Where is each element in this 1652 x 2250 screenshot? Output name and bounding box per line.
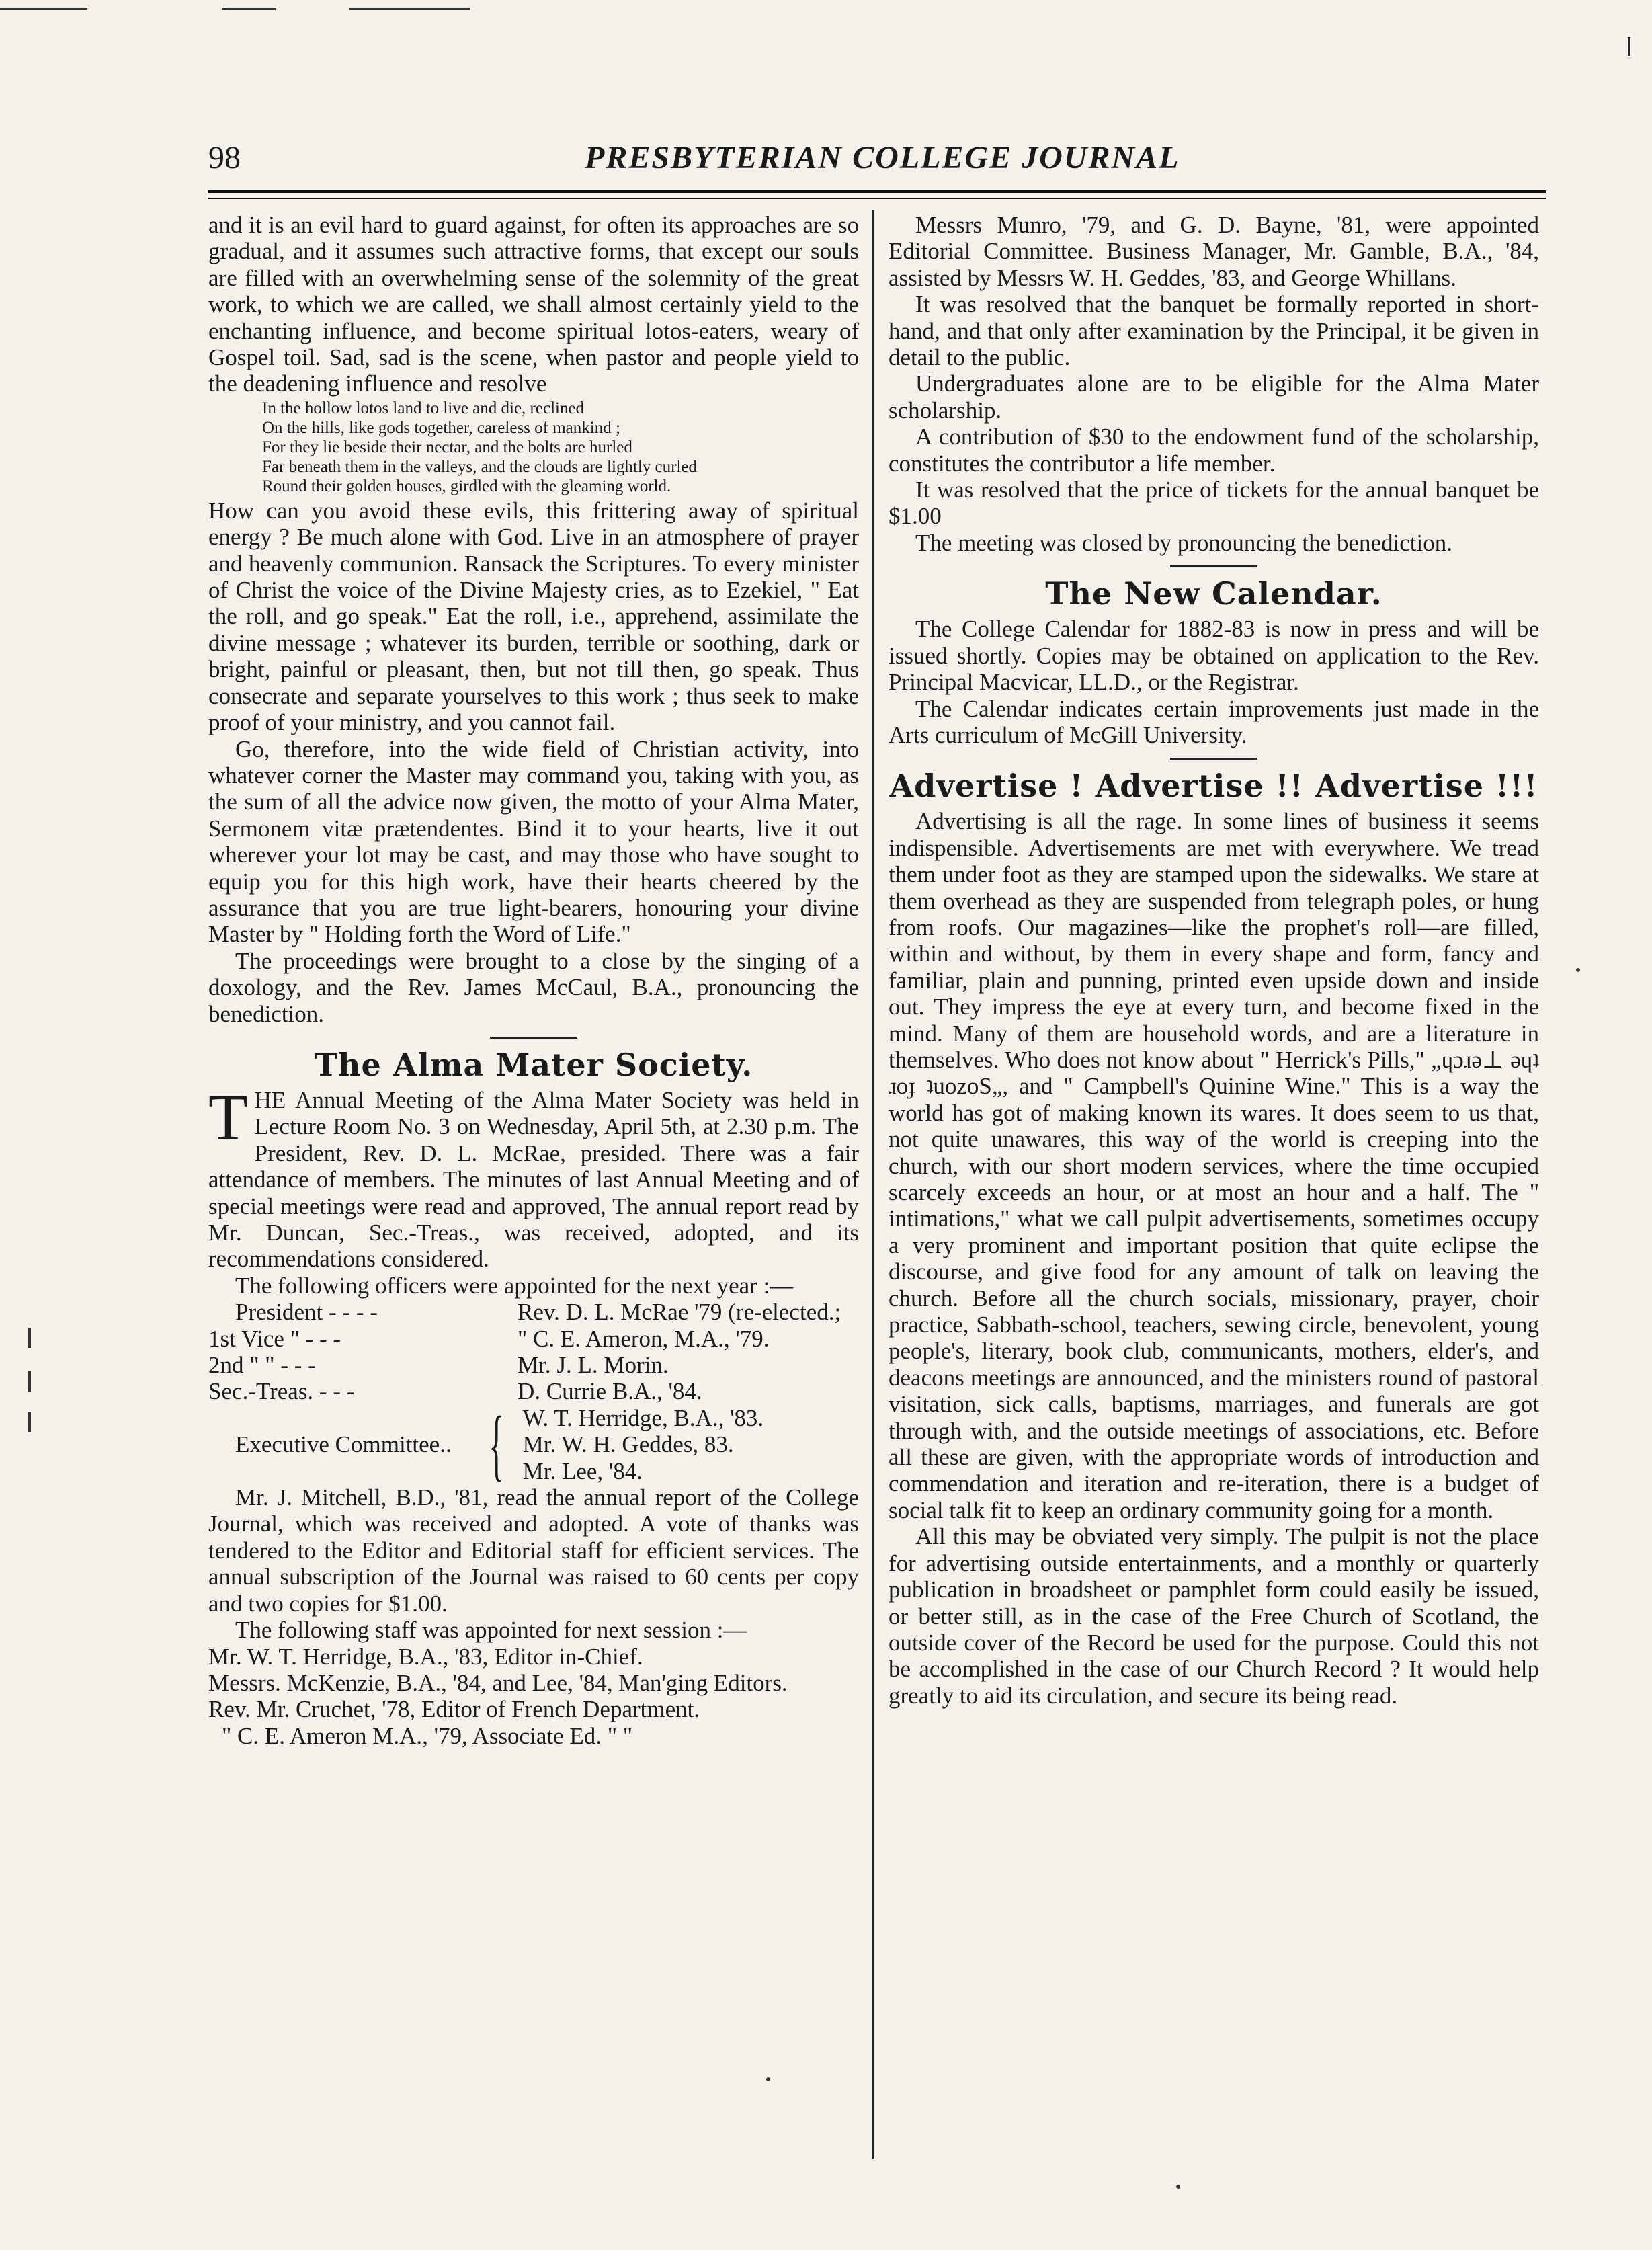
- margin-dot: [1176, 2185, 1180, 2189]
- paragraph: The following officers were appointed for the next year :—: [235, 1272, 794, 1299]
- paragraph: and it is an evil hard to guard against, for often its approaches are so gradual, and it assumes such attractive forms, that except our souls are filled with an overwhelming sense of the solemnity of the great work, to which we are called, we shall almost certainly yield to the enchanting influence, and become spiritual lotos-eaters, weary of Gospel toil. Sad, sad is the scene, when pastor and people yield to the deadening influence and resolve: [208, 212, 859, 397]
- executive-members: [523, 1405, 764, 1484]
- paragraph: Undergraduates alone are to be eligible for the Alma Mater scholarship.: [889, 370, 1539, 424]
- officer-row: [208, 1326, 859, 1352]
- officer-row: [208, 1352, 859, 1378]
- paragraph: The proceedings were brought to a close by the singing of a doxology, and the Rev. James McCaul, B.A., pronouncing the benediction.: [208, 947, 859, 1027]
- margin-dot: [1576, 968, 1580, 972]
- paragraph-text: Advertising is all the rage. In some lines of business it seems indispensible. Advertisements are met with everywhere. We tread them under foot as they are stamped upon the sidewalks. We stare at them overhead as they are suspended from telegraph poles, or hung from roofs. Our magazines—like the prophet's roll—are filled, within and without, by them in every shape and form, fancy and familiar, plain and punning, printed even upside down and inside out. They impress the eye at every turn, and become fixed in the mind. Many of them are household words, and are a literature in themselves. Who does not know about " Herrick's Pills,": [889, 808, 1539, 1073]
- margin-mark: [28, 1412, 31, 1432]
- officer-name: Mr. J. L. Morin.: [518, 1352, 669, 1379]
- header-rule: [208, 190, 1546, 193]
- scan-marks: [0, 0, 1652, 20]
- officer-row: [235, 1299, 859, 1325]
- paragraph: How can you avoid these evils, this frittering away of spiritual energy ? Be much alone with God. Live in an atmosphere of prayer and heavenly communion. Ransack the Scriptures. To every minister of Christ the voice of the Divine Majesty cries, as to Ezekiel, " Eat the roll, and go speak." Eat the roll, i.e., apprehend, assimilate the divine message ; whatever its burden, terrible or soothing, dark or bright, painful or pleasant, then, but not till then, go speak. Thus consecrate and separate yourselves to this work ; thus seek to make proof of your ministry, and you cannot fail.: [208, 497, 859, 736]
- officer-name: Rev. D. L. McRae '79 (re-elected.;: [518, 1299, 841, 1326]
- left-column: [208, 212, 859, 1749]
- paragraph: It was resolved that the price of tickets for the annual banquet be $1.00: [889, 477, 1539, 530]
- margin-mark: [28, 1371, 31, 1392]
- staff-line: Rev. Mr. Cruchet, '78, Editor of French Department.: [208, 1696, 700, 1723]
- edge-mark: [1628, 37, 1630, 56]
- executive-member: W. T. Herridge, B.A., '83.: [522, 1404, 764, 1431]
- officer-role: 2nd " " - - -: [208, 1352, 316, 1379]
- column-divider: [872, 210, 874, 2159]
- paragraph: The College Calendar for 1882-83 is now in press and will be issued shortly. Copies may be obtained on application to the Rev. Principal Macvicar, LL.D., or the Registrar.: [889, 616, 1539, 696]
- paragraph: Messrs Munro, '79, and G. D. Bayne, '81, were appointed Editorial Committee. Business Manager, Mr. Gamble, B.A., '84, assisted by Messrs W. H. Geddes, '83, and George Whillans.: [889, 212, 1539, 291]
- poem-line: Far beneath them in the valleys, and the clouds are lightly curled: [262, 457, 698, 476]
- paragraph: The following staff was appointed for next session :—: [235, 1617, 747, 1644]
- header-rule: [208, 198, 1546, 199]
- officer-role: President - - - -: [235, 1299, 378, 1326]
- staff-line: " C. E. Ameron M.A., '79, Associate Ed. " ": [222, 1722, 633, 1749]
- margin-dot: [766, 2077, 770, 2081]
- margin-mark: [28, 1328, 31, 1348]
- page-header: [208, 138, 1546, 185]
- executive-member: Mr. W. H. Geddes, 83.: [522, 1431, 734, 1458]
- running-title: PRESBYTERIAN COLLEGE JOURNAL: [585, 140, 1180, 175]
- poem-line: For they lie beside their nectar, and the bolts are hurled: [262, 438, 632, 456]
- heading-advertise: Advertise ! Advertise !! Advertise !!!: [889, 768, 1538, 805]
- paragraph: The meeting was closed by pronouncing the benediction.: [915, 529, 1452, 556]
- poem-quote: [262, 399, 859, 496]
- officer-name: D. Currie B.A., '84.: [518, 1378, 702, 1405]
- executive-committee: [235, 1399, 859, 1489]
- scan-dash: [0, 8, 87, 10]
- officer-role: 1st Vice " - - -: [208, 1325, 341, 1352]
- officer-role: Sec.-Treas. - - -: [208, 1378, 355, 1405]
- paragraph: [208, 1080, 859, 1273]
- page-number: 98: [208, 140, 241, 175]
- staff-line: Mr. W. T. Herridge, B.A., '83, Editor in-Chief.: [208, 1643, 643, 1670]
- poem-line: In the hollow lotos land to live and die, reclined: [262, 399, 585, 417]
- staff-line: Messrs. McKenzie, B.A., '84, and Lee, '84, Man'ging Editors.: [208, 1669, 788, 1696]
- executive-committee-label: Executive Committee..: [235, 1431, 452, 1458]
- paragraph-text: , and " Campbell's Quinine Wine." This is a way the world has got of making known its wares. It does seem to us that, not quite unawares, this way of the world is creeping into the church, with our short modern services, where the time occupied scarcely exceeds an hour, or at most an hour and a half. The " intimations," what we call pulpit advertisements, sometimes occupy a very prominent and important position that quite eclipse the discourse, and give food for any amount of talk on leaving the church. Before all the church socials, missionary, prayer, choir practice, Sabbath-school, teachers, sewing circle, benevolent, young people's, literary, book club, communicants, mothers, elder's, and deacons meetings are announced, and the ministers round of pastoral visitation, sick calls, baptisms, marriages, and funerals are got through with, and the outside meetings of associations, etc. Before all these are given, with the appropriate words of introduction and commendation and iteration and re-iteration, there is a budget of social talk fit to keep an ordinary community going for a month.: [889, 1073, 1539, 1523]
- paragraph: [889, 808, 1539, 1523]
- right-column: [889, 212, 1539, 1709]
- upside-down-text: „ɥɔɹǝ⊥ ǝɥʇ ɹoɟ ʇuozoS„: [889, 1046, 1540, 1100]
- paragraph: Mr. J. Mitchell, B.D., '81, read the annual report of the College Journal, which was received and adopted. A vote of thanks was tendered to the Editor and Editorial staff for efficient services. The annual subscription of the Journal was raised to 60 cents per copy and two copies for $1.00.: [208, 1484, 859, 1617]
- heading-alma-mater-society: The Alma Mater Society.: [314, 1046, 753, 1083]
- drop-cap: T: [208, 1080, 248, 1153]
- officer-name: " C. E. Ameron, M.A., '79.: [518, 1325, 770, 1352]
- officers-list: [208, 1299, 859, 1489]
- executive-member: Mr. Lee, '84.: [522, 1457, 643, 1484]
- section-separator: [1170, 565, 1257, 567]
- section-separator: [490, 1037, 577, 1039]
- paragraph: Go, therefore, into the wide field of Christian activity, into whatever corner the Master may command you, taking with you, as the sum of all the advice now given, the motto of your Alma Mater, Sermonem vitæ prætendentes. Bind it to your hearts, live it out wherever your lot may be cast, and may those who have sought to equip you for this high work, have their hearts cheered by the assurance that you are true light-bearers, honouring your divine Master by " Holding forth the Word of Life.": [208, 735, 859, 948]
- scan-dash: [349, 8, 470, 10]
- brace-icon: {: [489, 1399, 505, 1489]
- paragraph-text: HE Annual Meeting of the Alma Mater Society was held in Lecture Room No. 3 on Wednesday, April 5th, at 2.30 p.m. The President, Rev. D. L. McRae, presided. There was a fair attendance of members. The minutes of last Annual Meeting and of special meetings were read and approved, The annual report read by Mr. Duncan, Sec.-Treas., was received, adopted, and its recommendations considered.: [208, 1086, 859, 1273]
- paragraph: A contribution of $30 to the endowment fund of the scholarship, constitutes the contributor a life member.: [889, 424, 1539, 477]
- paragraph: It was resolved that the banquet be formally reported in short-hand, and that only after examination by the Principal, it be given in detail to the public.: [889, 291, 1539, 371]
- paragraph: All this may be obviated very simply. The pulpit is not the place for advertising outside entertainments, and a monthly or quarterly publication in broadsheet or pamphlet form could easily be issued, or better still, as in the case of the Free Church of Scotland, the outside cover of the Record be used for the purpose. Could this not be accomplished in the case of our Church Record ? It would help greatly to aid its circulation, and secure its being read.: [889, 1523, 1539, 1709]
- heading-new-calendar: The New Calendar.: [1045, 575, 1382, 612]
- poem-line: Round their golden houses, girdled with the gleaming world.: [262, 477, 671, 495]
- section-separator: [1170, 758, 1257, 760]
- poem-line: On the hills, like gods together, careless of mankind ;: [262, 418, 620, 437]
- officer-row: [208, 1378, 859, 1404]
- paragraph: The Calendar indicates certain improvements just made in the Arts curriculum of McGill University.: [889, 695, 1539, 748]
- scan-dash: [222, 8, 276, 10]
